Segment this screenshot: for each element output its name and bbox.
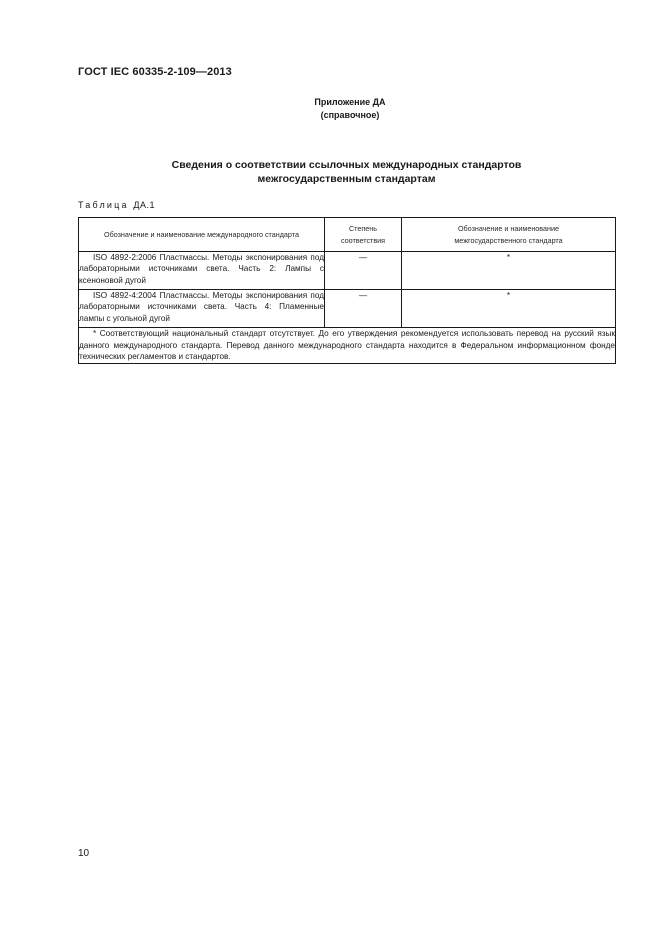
table-caption-label: Таблица: [78, 200, 129, 210]
appendix-heading: [0, 96, 661, 122]
table-caption-number: ДА.1: [133, 200, 156, 210]
correspondence-table: [78, 217, 616, 364]
page-number: 10: [78, 848, 90, 859]
cell-degree: —: [325, 290, 402, 328]
section-title: [78, 158, 615, 186]
column-header-international-standard: Обозначение и наименование международного стандарта: [79, 218, 325, 252]
appendix-subtitle: (справочное): [320, 110, 380, 120]
cell-international-standard: ISO 4892-4:2004 Пластмассы. Методы экспонирования под лабораторными источниками света. Часть 4: Пламенные лампы с угольной дугой: [79, 290, 325, 328]
table-caption: [78, 200, 155, 210]
table-row: [79, 252, 616, 290]
table-header-row: [79, 218, 616, 252]
table-footnote: * Соответствующий национальный стандарт отсутствует. До его утверждения рекомендуется использовать перевод на русский язык данного международного стандарта. Перевод данного международного стандарта находится в Федеральном информационном фонде технических регламентов и стандартов.: [79, 328, 616, 364]
document-code: ГОСТ IEC 60335-2-109—2013: [78, 66, 232, 78]
column-header-interstate-standard: Обозначение и наименование межгосударственного стандарта: [402, 218, 616, 252]
cell-interstate-standard: *: [402, 290, 616, 328]
section-title-line-1: Сведения о соответствии ссылочных международных стандартов: [171, 159, 522, 171]
cell-international-standard: ISO 4892-2:2006 Пластмассы. Методы экспонирования под лабораторными источниками света. Часть 2: Лампы с ксеноновой дугой: [79, 252, 325, 290]
cell-interstate-standard: *: [402, 252, 616, 290]
cell-degree: —: [325, 252, 402, 290]
table-note-row: [79, 328, 616, 364]
appendix-title: Приложение ДА: [314, 97, 386, 107]
section-title-line-2: межгосударственным стандартам: [257, 173, 436, 185]
column-header-degree: Степень соответствия: [325, 218, 402, 252]
table-row: [79, 290, 616, 328]
